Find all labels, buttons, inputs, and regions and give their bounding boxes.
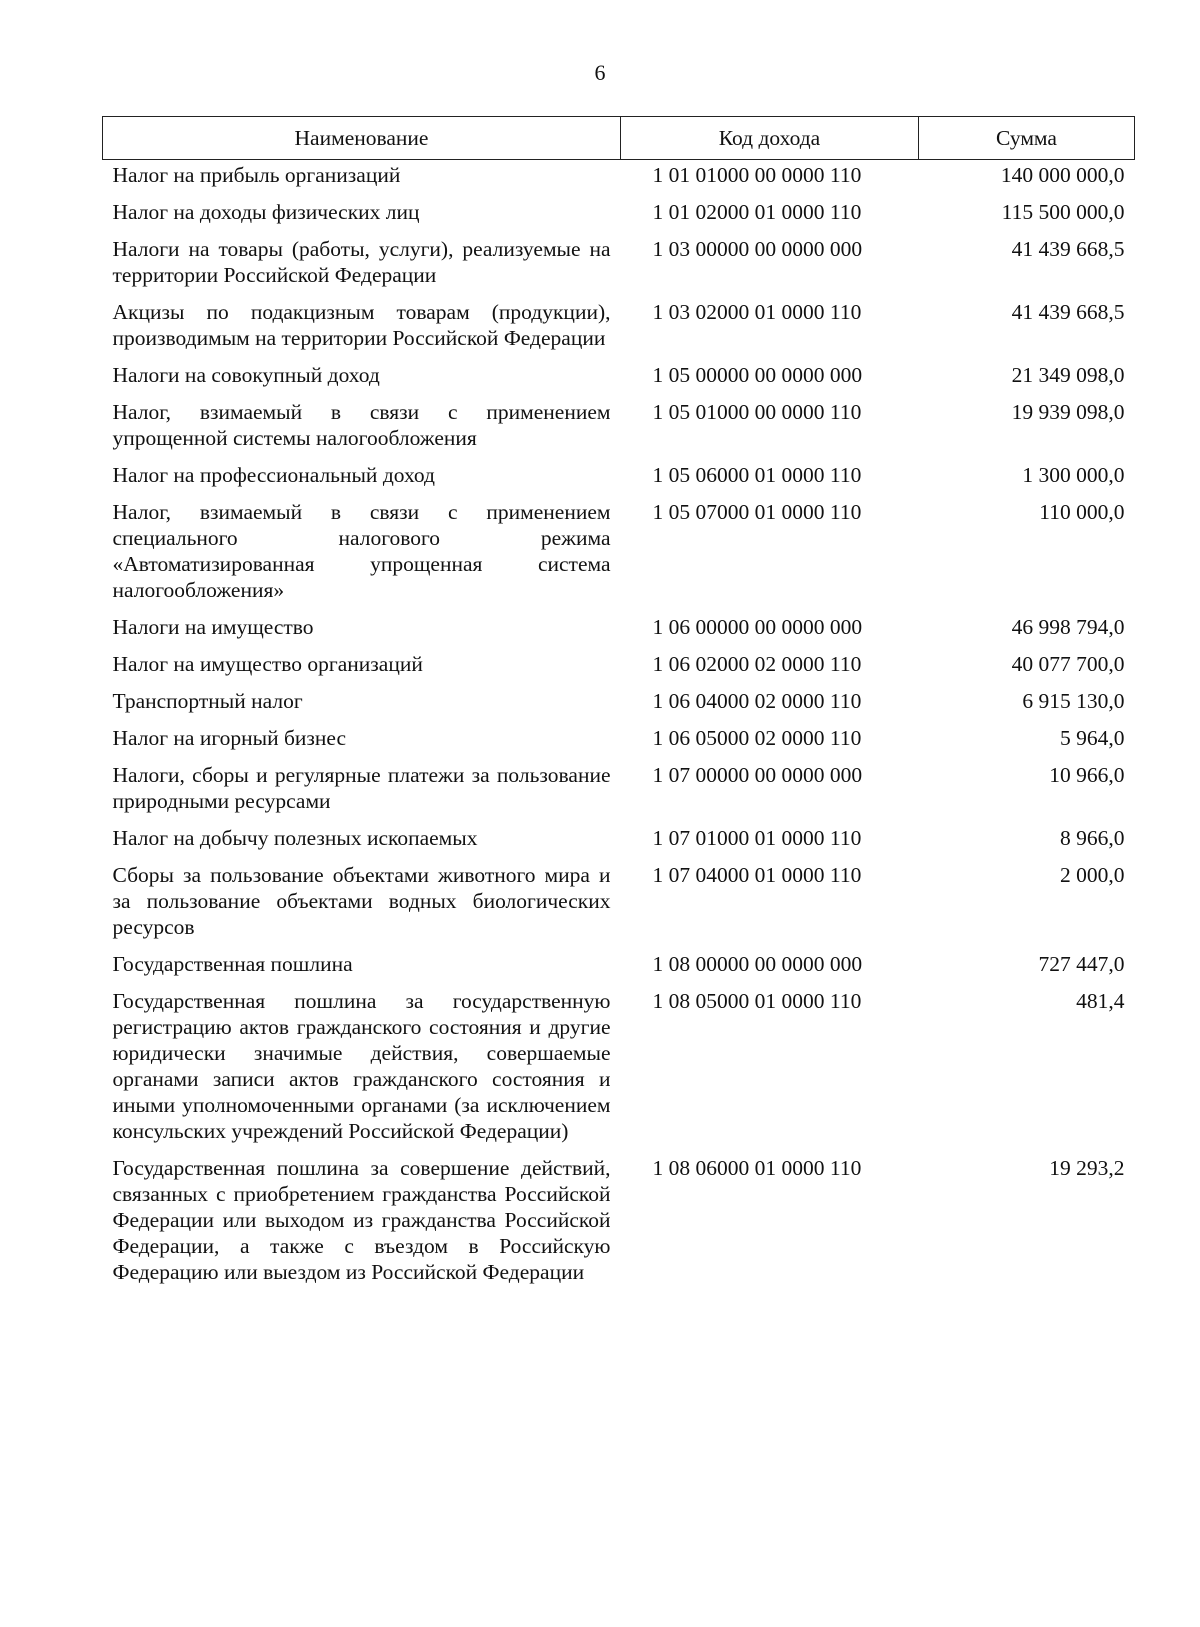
row-name-cell: Акцизы по подакцизным товарам (продукции), производимым на территории Российской Федерации xyxy=(112,300,611,350)
row-name-cell: Налоги на имущество xyxy=(112,615,314,639)
table-row xyxy=(103,862,1135,951)
row-sum-cell: 140 000 000,0 xyxy=(1000,163,1125,187)
row-sum-cell: 1 300 000,0 xyxy=(1022,463,1125,487)
row-sum-cell: 8 966,0 xyxy=(1060,826,1125,850)
row-code-cell: 1 01 02000 01 0000 110 xyxy=(652,200,862,224)
row-code-cell: 1 08 00000 00 0000 000 xyxy=(652,952,863,976)
table-row xyxy=(103,160,1135,200)
row-sum-cell: 41 439 668,5 xyxy=(1011,237,1125,261)
row-code-cell: 1 05 07000 01 0000 110 xyxy=(652,500,862,524)
row-name-cell: Налог на доходы физических лиц xyxy=(112,200,420,224)
row-name-cell: Государственная пошлина за совершение действий, связанных с приобретением гражданства Российской Федерации или выходом из гражданства Российской Федерации, а также с въездом в Российскую Федерацию или выездом из Российской Федерации xyxy=(112,1156,611,1284)
table-row xyxy=(103,299,1135,362)
table-row xyxy=(103,399,1135,462)
table-row xyxy=(103,362,1135,399)
table-row xyxy=(103,988,1135,1155)
row-name-cell: Налог на имущество организаций xyxy=(112,652,423,676)
table-row xyxy=(103,499,1135,614)
row-code-cell: 1 06 04000 02 0000 110 xyxy=(652,689,862,713)
row-sum-cell: 481,4 xyxy=(1076,989,1125,1013)
table-row xyxy=(103,725,1135,762)
header-code: Код дохода xyxy=(621,117,919,160)
row-sum-cell: 115 500 000,0 xyxy=(1001,200,1125,224)
row-name-cell: Государственная пошлина за государственную регистрацию актов гражданского состояния и другие юридически значимые действия, совершаемые органами записи актов гражданского состояния и иными уполномоченными органами (за исключением консульских учреждений Российской Федерации) xyxy=(112,989,611,1143)
table-body xyxy=(103,160,1135,1297)
row-sum-cell: 46 998 794,0 xyxy=(1011,615,1125,639)
row-code-cell: 1 06 02000 02 0000 110 xyxy=(652,652,862,676)
row-sum-cell: 110 000,0 xyxy=(1039,500,1125,524)
table-row xyxy=(103,951,1135,988)
header-name: Наименование xyxy=(103,117,621,160)
table-row xyxy=(103,825,1135,862)
row-code-cell: 1 01 01000 00 0000 110 xyxy=(652,163,862,187)
row-code-cell: 1 06 00000 00 0000 000 xyxy=(652,615,863,639)
page-number: 6 xyxy=(594,60,606,85)
row-code-cell: 1 08 06000 01 0000 110 xyxy=(652,1156,862,1180)
row-name-cell: Налог на добычу полезных ископаемых xyxy=(112,826,478,850)
row-sum-cell: 5 964,0 xyxy=(1060,726,1125,750)
row-name-cell: Налоги на товары (работы, услуги), реализуемые на территории Российской Федерации xyxy=(112,237,611,287)
table-row xyxy=(103,199,1135,236)
row-name-cell: Налоги, сборы и регулярные платежи за пользование природными ресурсами xyxy=(112,763,611,813)
row-name-cell: Налог, взимаемый в связи с применением упрощенной системы налогообложения xyxy=(112,400,611,450)
row-name-cell: Транспортный налог xyxy=(112,689,303,713)
row-sum-cell: 41 439 668,5 xyxy=(1011,300,1125,324)
row-sum-cell: 19 293,2 xyxy=(1049,1156,1125,1180)
row-sum-cell: 10 966,0 xyxy=(1049,763,1125,787)
table-row xyxy=(103,651,1135,688)
row-code-cell: 1 03 02000 01 0000 110 xyxy=(652,300,862,324)
row-sum-cell: 19 939 098,0 xyxy=(1011,400,1125,424)
row-name-cell: Налог, взимаемый в связи с применением специального налогового режима «Автоматизированная упрощенная система налогообложения» xyxy=(112,500,611,602)
row-sum-cell: 2 000,0 xyxy=(1060,863,1125,887)
row-code-cell: 1 05 01000 00 0000 110 xyxy=(652,400,862,424)
header-sum: Сумма xyxy=(919,117,1135,160)
table-row xyxy=(103,762,1135,825)
row-name-cell: Налог на профессиональный доход xyxy=(112,463,435,487)
row-sum-cell: 40 077 700,0 xyxy=(1011,652,1125,676)
row-name-cell: Сборы за пользование объектами животного мира и за пользование объектами водных биологических ресурсов xyxy=(112,863,611,939)
table-row xyxy=(103,236,1135,299)
table-header xyxy=(103,117,1135,160)
income-table xyxy=(102,116,1135,1296)
row-sum-cell: 21 349 098,0 xyxy=(1011,363,1125,387)
row-code-cell: 1 03 00000 00 0000 000 xyxy=(652,237,863,261)
row-name-cell: Государственная пошлина xyxy=(112,952,353,976)
table-row xyxy=(103,462,1135,499)
row-code-cell: 1 07 01000 01 0000 110 xyxy=(652,826,862,850)
table-row xyxy=(103,614,1135,651)
table-row xyxy=(103,1155,1135,1296)
row-sum-cell: 6 915 130,0 xyxy=(1022,689,1125,713)
row-name-cell: Налоги на совокупный доход xyxy=(112,363,380,387)
row-code-cell: 1 08 05000 01 0000 110 xyxy=(652,989,862,1013)
row-sum-cell: 727 447,0 xyxy=(1038,952,1125,976)
table-row xyxy=(103,688,1135,725)
row-code-cell: 1 07 04000 01 0000 110 xyxy=(652,863,862,887)
row-name-cell: Налог на игорный бизнес xyxy=(112,726,347,750)
header-row xyxy=(103,117,1135,160)
row-code-cell: 1 07 00000 00 0000 000 xyxy=(652,763,863,787)
row-code-cell: 1 06 05000 02 0000 110 xyxy=(652,726,862,750)
row-code-cell: 1 05 00000 00 0000 000 xyxy=(652,363,863,387)
row-name-cell: Налог на прибыль организаций xyxy=(112,163,401,187)
row-code-cell: 1 05 06000 01 0000 110 xyxy=(652,463,862,487)
